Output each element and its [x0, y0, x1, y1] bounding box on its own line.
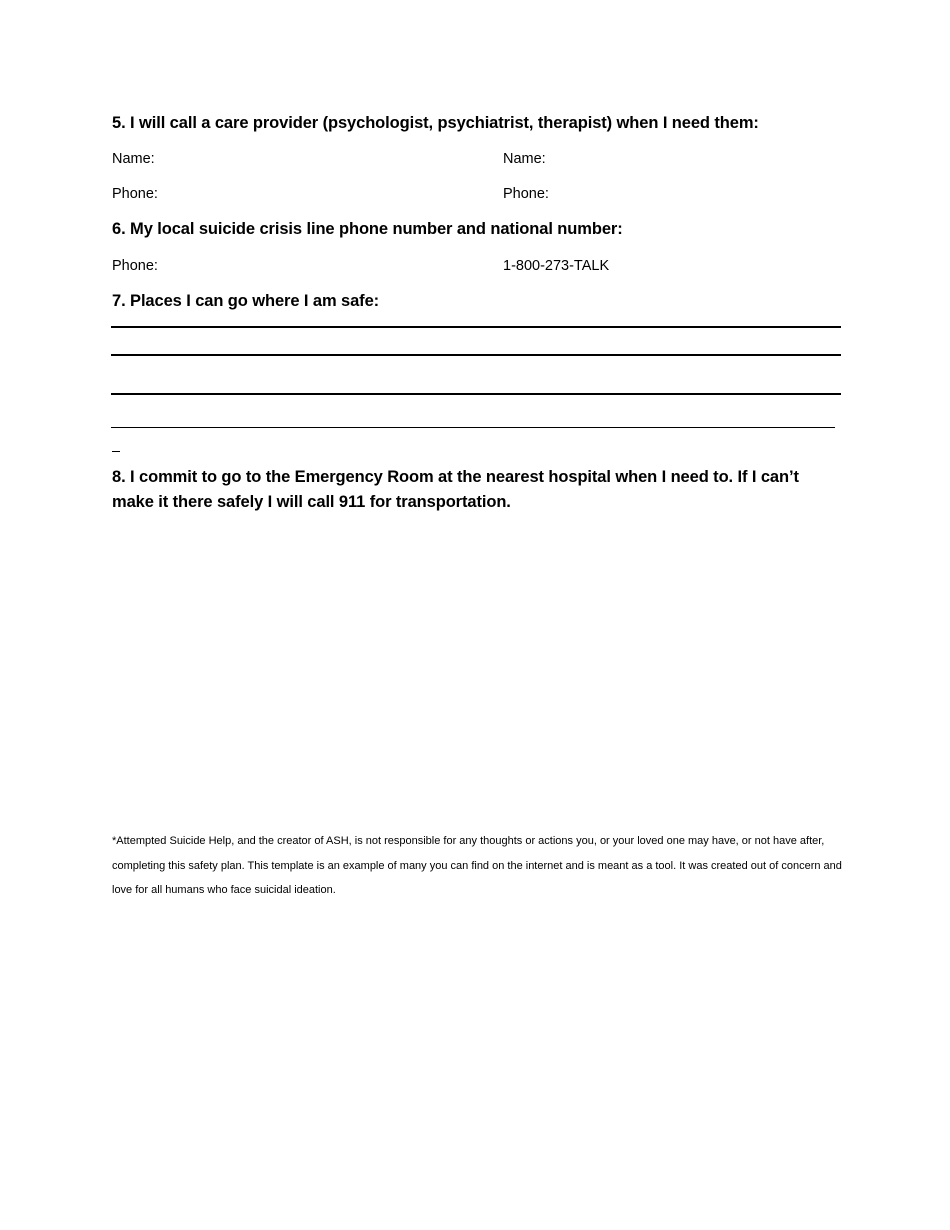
disclaimer-text: *Attempted Suicide Help, and the creator of ASH, is not responsible for any thoughts or actions you, or your loved one may have, or not have after, completing this safety plan. This template is an example of many you can find on the internet and is meant as a tool. It was created out of concern and love for all humans who face suicidal ideation.: [112, 835, 842, 896]
section-5-heading: 5. I will call a care provider (psychologist, psychiatrist, therapist) when I need them:: [112, 114, 759, 132]
safe-place-line-3: [111, 393, 841, 395]
crisis-line-phone-label: Phone:: [112, 258, 158, 274]
section-6-heading: 6. My local suicide crisis line phone number and national number:: [112, 220, 623, 238]
section-7-heading: 7. Places I can go where I am safe:: [112, 292, 380, 310]
care-provider-2-phone-label: Phone:: [503, 186, 549, 202]
safe-place-line-4-overflow: [112, 451, 120, 452]
safe-place-line-1: [111, 326, 841, 328]
national-crisis-number: 1-800-273-TALK: [503, 258, 610, 274]
safe-place-line-4: [111, 427, 835, 428]
care-provider-2-name-label: Name:: [503, 151, 546, 167]
care-provider-1-name-label: Name:: [112, 151, 155, 167]
section-8-heading: 8. I commit to go to the Emergency Room at the nearest hospital when I need to. If I can’t make it there safely I will call 911 for transportation.: [112, 468, 799, 511]
safe-place-line-2: [111, 354, 841, 356]
care-provider-1-phone-label: Phone:: [112, 186, 158, 202]
